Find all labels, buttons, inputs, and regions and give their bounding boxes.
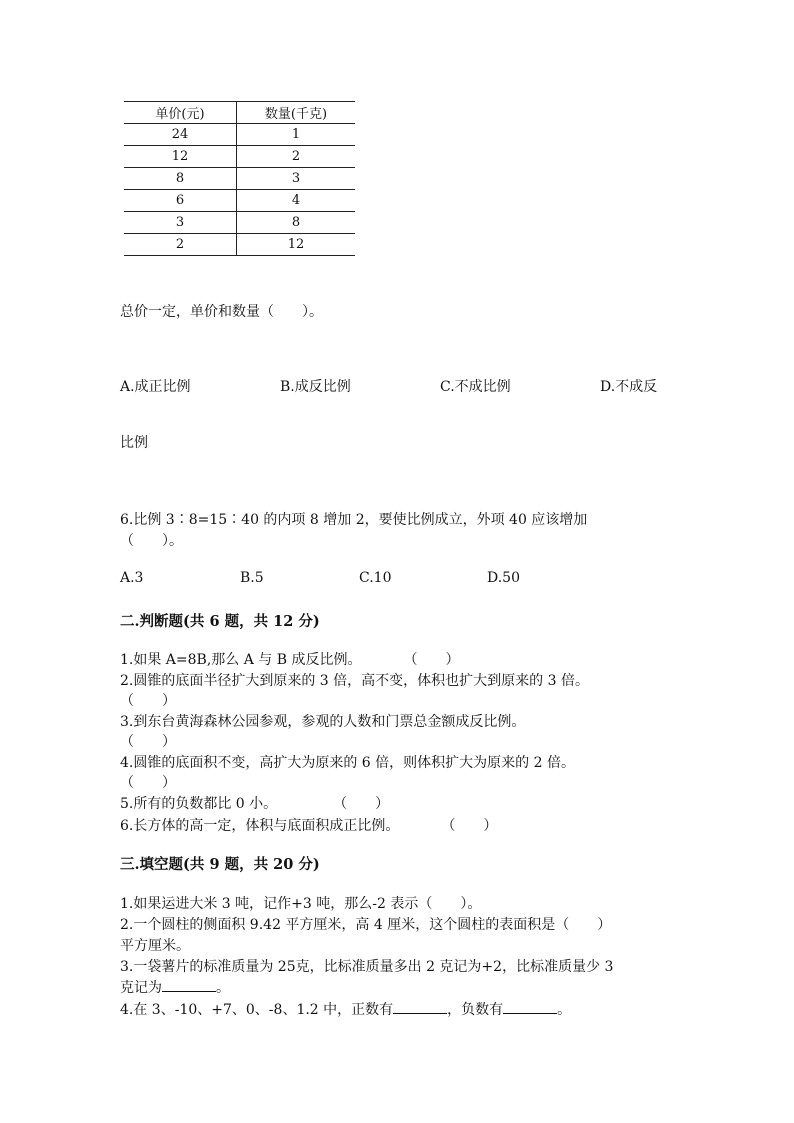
table-row bbox=[124, 168, 355, 190]
q5-option-d-wrap: 比例 bbox=[120, 435, 148, 451]
q5-stem: 总价一定，单价和数量（ ）。 bbox=[120, 304, 323, 320]
header-quantity: 数量(千克) bbox=[237, 102, 356, 124]
cell-quantity: 2 bbox=[237, 146, 356, 168]
cell-unit-price: 6 bbox=[124, 190, 237, 212]
judge-item-2-blank: （ ） bbox=[120, 693, 176, 709]
fill-item-3-text: 克记为 bbox=[120, 980, 162, 996]
q6-option-b: B.5 bbox=[240, 570, 264, 586]
q6-stem-line1: 6.比例 3∶8=15∶40 的内项 8 增加 2，要使比例成立，外项 40 应该增加 bbox=[120, 512, 588, 528]
cell-unit-price: 8 bbox=[124, 168, 237, 190]
cell-unit-price: 3 bbox=[124, 212, 237, 234]
table-row bbox=[124, 124, 355, 146]
q5-option-b: B.成反比例 bbox=[280, 379, 351, 395]
answer-blank-negative[interactable] bbox=[503, 1001, 557, 1014]
answer-blank[interactable] bbox=[162, 979, 216, 992]
judge-item-2: 2.圆锥的底面半径扩大到原来的 3 倍，高不变，体积也扩大到原来的 3 倍。 bbox=[120, 673, 589, 689]
judge-item-6: 6.长方体的高一定，体积与底面积成正比例。 （ ） bbox=[120, 818, 498, 834]
cell-quantity: 12 bbox=[237, 234, 356, 256]
answer-blank-positive[interactable] bbox=[393, 1001, 447, 1014]
section3-title: 三.填空题(共 9 题，共 20 分) bbox=[120, 856, 320, 873]
judge-item-4: 4.圆锥的底面积不变，高扩大为原来的 6 倍，则体积扩大为原来的 2 倍。 bbox=[120, 755, 575, 771]
fill-item-2-line1: 2.一个圆柱的侧面积 9.42 平方厘米，高 4 厘米，这个圆柱的表面积是（ ） bbox=[120, 917, 612, 933]
q5-option-d: D.不成反 bbox=[600, 379, 658, 395]
fill-item-3-line1: 3.一袋薯片的标准质量为 25克，比标准质量多出 2 克记为+2，比标准质量少 3 bbox=[120, 959, 614, 975]
judge-item-5: 5.所有的负数都比 0 小。 （ ） bbox=[120, 796, 390, 812]
fill-item-4-end: 。 bbox=[557, 1002, 572, 1018]
fill-item-4 bbox=[120, 999, 571, 1019]
judge-item-3: 3.到东台黄海森林公园参观，参观的人数和门票总金额成反比例。 bbox=[120, 714, 526, 730]
q6-option-d: D.50 bbox=[487, 570, 520, 586]
fill-item-4-text: 4.在 3、-10、+7、0、-8、1.2 中，正数有 bbox=[120, 1002, 394, 1018]
q6-stem-line2: （ ）。 bbox=[120, 533, 183, 549]
table-row bbox=[124, 212, 355, 234]
price-quantity-table bbox=[124, 101, 355, 256]
q6-option-a: A.3 bbox=[120, 570, 144, 586]
q5-option-c: C.不成比例 bbox=[440, 379, 511, 395]
judge-item-4-blank: （ ） bbox=[120, 775, 176, 791]
fill-item-1: 1.如果运进大米 3 吨，记作+3 吨，那么-2 表示（ ）。 bbox=[120, 896, 482, 912]
cell-quantity: 1 bbox=[237, 124, 356, 146]
cell-unit-price: 12 bbox=[124, 146, 237, 168]
fill-item-4-mid: ，负数有 bbox=[447, 1002, 504, 1018]
table-row bbox=[124, 234, 355, 256]
fill-item-3-end: 。 bbox=[216, 980, 230, 996]
table-row bbox=[124, 146, 355, 168]
cell-quantity: 3 bbox=[237, 168, 356, 190]
header-unit-price: 单价(元) bbox=[124, 102, 237, 124]
table-row bbox=[124, 190, 355, 212]
section2-title: 二.判断题(共 6 题，共 12 分) bbox=[120, 613, 320, 630]
cell-quantity: 4 bbox=[237, 190, 356, 212]
q5-option-a: A.成正比例 bbox=[120, 379, 191, 395]
judge-item-1: 1.如果 A=8B,那么 A 与 B 成反比例。 （ ） bbox=[120, 652, 460, 668]
cell-quantity: 8 bbox=[237, 212, 356, 234]
table-header-row bbox=[124, 102, 355, 124]
fill-item-2-line2: 平方厘米。 bbox=[120, 938, 190, 954]
cell-unit-price: 2 bbox=[124, 234, 237, 256]
cell-unit-price: 24 bbox=[124, 124, 237, 146]
judge-item-3-blank: （ ） bbox=[120, 734, 176, 750]
fill-item-3-line2 bbox=[120, 977, 230, 997]
q6-option-c: C.10 bbox=[359, 570, 392, 586]
